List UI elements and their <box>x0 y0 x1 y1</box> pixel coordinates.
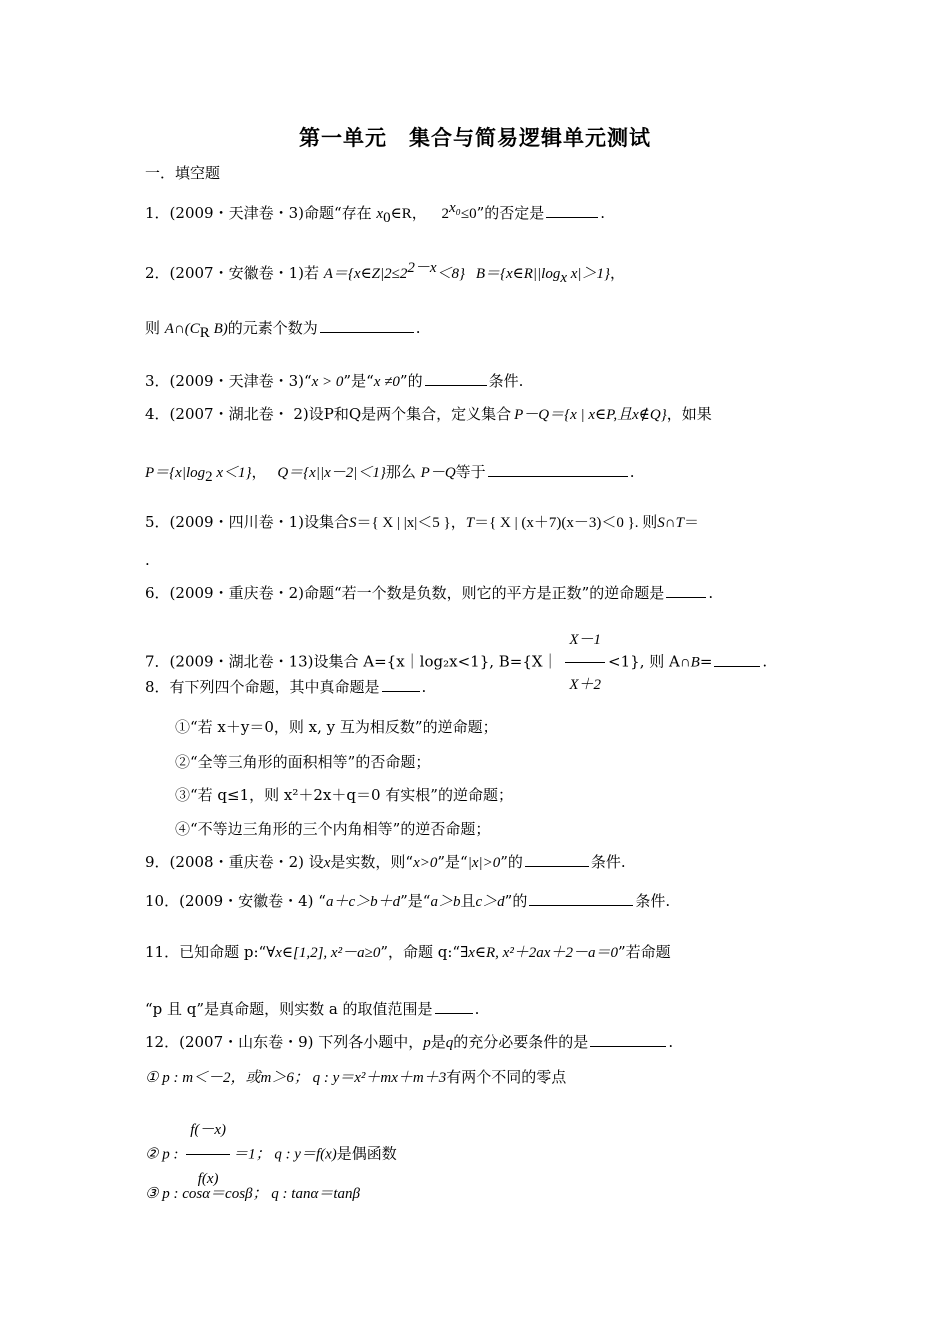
question-8: 8．有下列四个命题，其中真命题是 . <box>145 678 427 696</box>
q8-item-2: ②“全等三角形的面积相等”的否命题； <box>175 753 431 771</box>
question-12: 12．(2007・山东卷・9) 下列各小题中，p是q的充分必要条件的是 . <box>145 1033 674 1051</box>
answer-blank-3[interactable] <box>425 371 487 386</box>
question-5: 5．(2009・四川卷・1)设集合S＝{ X | |x|＜5 }，T＝{ X | (x＋7)(x－3)＜0 }. 则S∩T＝ <box>145 513 699 531</box>
question-7: 7．(2009・湖北卷・13)设集合 A={x｜log₂x<1}, B={X｜ $\frac{X-1}{X+2}$ <1}, 则 A∩B= . <box>145 620 767 705</box>
question-11-continued: “p 且 q”是真命题，则实数 a 的取值范围是 . <box>145 1000 480 1018</box>
q8-item-4: ④“不等边三角形的三个内角相等”的逆否命题； <box>175 820 491 838</box>
page-title: 第一单元 集合与简易逻辑单元测试 <box>299 125 651 150</box>
question-4: 4．(2007・湖北卷・ 2)设P和Q是两个集合，定义集合 P－Q＝{x | x∈P,且x∉Q}，如果 <box>145 405 712 423</box>
question-3: 3．(2009・天津卷・3)“x > 0”是“x ≠0”的 条件. <box>145 372 524 390</box>
answer-blank-9[interactable] <box>525 852 589 867</box>
q12-item-3: ③ p : cosα＝cosβ； q : tanα＝tanβ <box>145 1186 360 1202</box>
question-6: 6．(2009・重庆卷・2)命题“若一个数是负数，则它的平方是正数”的逆命题是 . <box>145 584 714 602</box>
answer-blank-10[interactable] <box>529 891 633 906</box>
fraction-q12: $\frac{f(-x)}{f(x)}$ <box>186 1108 230 1201</box>
question-2-continued: 则 $A\cap(C_R$ B)的元素个数为 . <box>145 319 421 341</box>
question-9: 9．(2008・重庆卷・2) 设x是实数，则“x>0”是“|x|>0”的 条件. <box>145 853 626 871</box>
section-heading: 一．填空题 <box>145 164 221 182</box>
question-5-continued: . <box>145 551 150 569</box>
question-4-continued: $P=\{x|\log_2$ x＜1}， Q＝{x||x－2|＜1}那么 P－Q等于 . <box>145 463 635 485</box>
question-2: 2．(2007・安徽卷・1)若 $A=\{x\in Z|2\le 2^{2-x}<8\}$ $B=\{x\in R||\log_x$ x|＞1}， <box>145 260 626 286</box>
q12-item-2: ② p : $\frac{f(-x)}{f(x)}$ ＝1； q : y＝f(x)是偶函数 <box>145 1108 397 1201</box>
q8-item-1: ①“若 x＋y＝0，则 x, y 互为相反数”的逆命题； <box>175 718 498 736</box>
q8-item-3: ③“若 q≤1，则 x²＋2x＋q＝0 有实根”的逆命题； <box>175 786 513 804</box>
question-1: 1．(2009・天津卷・3)命题“存在 $x_0\in R$， $2^{x_0}\le 0$”的否定是 . <box>145 200 606 226</box>
answer-blank-8[interactable] <box>382 677 420 692</box>
fraction-q7: $\frac{X-1}{X+2}$ <box>565 620 605 705</box>
answer-blank-12[interactable] <box>590 1032 666 1047</box>
answer-blank-6[interactable] <box>666 583 706 598</box>
question-10: 10．(2009・安徽卷・4) “a＋c＞b＋d”是“a＞b且c＞d”的 条件. <box>145 892 671 910</box>
answer-blank-4[interactable] <box>488 462 628 477</box>
q12-item-1: ① p : m＜－2，或m＞6； q : y＝x²＋mx＋m＋3有两个不同的零点 <box>145 1068 567 1086</box>
answer-blank-2[interactable] <box>320 318 414 333</box>
answer-blank-1[interactable] <box>546 203 598 218</box>
question-11: 11．已知命题 p:“∀x∈[1,2], x²－a≥0”，命题 q:“∃x∈R, x²＋2ax＋2－a＝0”若命题 <box>145 943 671 961</box>
answer-blank-11[interactable] <box>435 999 473 1014</box>
answer-blank-7[interactable] <box>714 652 760 667</box>
